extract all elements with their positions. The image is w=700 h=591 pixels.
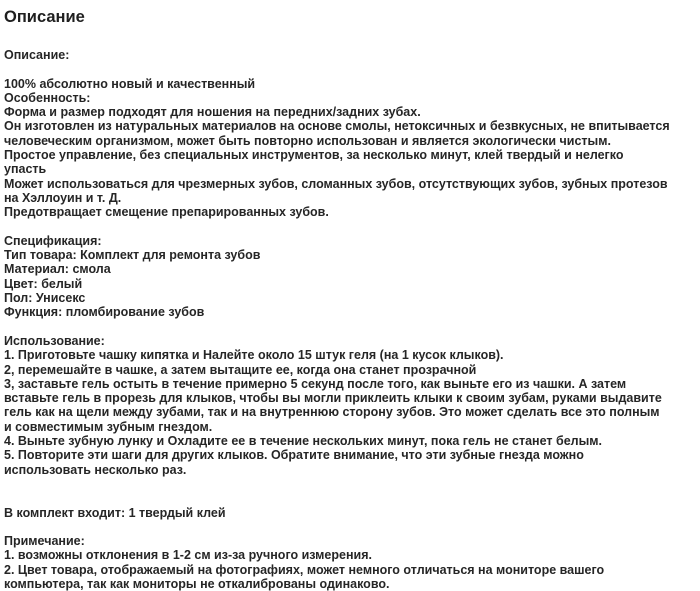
- usage-line: вставьте гель в прорезь для клыков, чтобы вы могли приклеить клыки к своим зубам, руками выдавите: [4, 391, 662, 406]
- intro-line: Предотвращает смещение препарированных зубов.: [4, 205, 329, 220]
- spacer: [4, 320, 696, 334]
- intro-line: упасть: [4, 162, 47, 177]
- usage-section: [4, 334, 696, 477]
- intro-section: [4, 48, 696, 220]
- page-title: Описание: [4, 8, 85, 26]
- intro-line: 100% абсолютно новый и качественный: [4, 76, 256, 91]
- spec-line: Тип товара: Комплект для ремонта зубов: [4, 248, 261, 263]
- usage-line: 1. Приготовьте чашку кипятка и Налейте около 15 штук геля (на 1 кусок клыков).: [4, 348, 504, 363]
- usage-line: использовать несколько раз.: [4, 462, 187, 477]
- spacer: [4, 62, 696, 76]
- intro-line: Он изготовлен из натуральных материалов на основе смолы, нетоксичных и безвкусных, не впитывается: [4, 119, 670, 134]
- spacer: [4, 477, 696, 506]
- usage-line: 2, перемешайте в чашке, а затем вытащите ее, когда она станет прозрачной: [4, 362, 477, 377]
- package-contents: В комплект входит: 1 твердый клей: [4, 505, 226, 520]
- usage-line: 5. Повторите эти шаги для других клыков. Обратите внимание, что эти зубные гнезда можно: [4, 448, 584, 463]
- description-content: [4, 48, 696, 591]
- intro-line: на Хэллоуин и т. Д.: [4, 190, 122, 205]
- note-section: [4, 534, 696, 591]
- intro-heading: Описание:: [4, 48, 70, 62]
- note-line: 1. возможны отклонения в 1-2 см из-за ручного измерения.: [4, 548, 372, 563]
- spec-line: Материал: смола: [4, 262, 111, 277]
- usage-line: 3, заставьте гель остыть в течение примерно 5 секунд после того, как выньте его из чашки. А затем: [4, 376, 627, 391]
- spec-line: Функция: пломбирование зубов: [4, 305, 205, 320]
- usage-line: гель как на щели между зубами, так и на внутреннюю сторону зубов. Это может сделать все это полным: [4, 405, 660, 420]
- spacer: [4, 220, 696, 234]
- specs-heading: Спецификация:: [4, 233, 102, 248]
- spec-line: Пол: Унисекс: [4, 291, 86, 306]
- note-line: 2. Цвет товара, отображаемый на фотографиях, может немного отличаться на мониторе вашего: [4, 562, 605, 577]
- spec-line: Цвет: белый: [4, 276, 83, 291]
- intro-line: человеческим организмом, может быть повторно использован и является экологически чистым.: [4, 133, 611, 148]
- intro-line: Форма и размер подходят для ношения на передних/задних зубах.: [4, 105, 421, 120]
- specs-section: [4, 234, 696, 320]
- usage-heading: Использование:: [4, 333, 105, 348]
- intro-line: Может использоваться для чрезмерных зубов, сломанных зубов, отсутствующих зубов, зубных протезов: [4, 176, 668, 191]
- package-section: [4, 506, 696, 520]
- note-heading: Примечание:: [4, 534, 85, 549]
- intro-line: Простое управление, без специальных инструментов, за несколько минут, клей твердый и нелегко: [4, 148, 624, 163]
- usage-line: и совместимым зубным гнездом.: [4, 419, 213, 434]
- intro-line: Особенность:: [4, 90, 91, 105]
- spacer: [4, 520, 696, 534]
- note-line: компьютера, так как мониторы не откалиброваны одинаково.: [4, 576, 390, 591]
- usage-line: 4. Выньте зубную лунку и Охладите ее в течение нескольких минут, пока гель не станет белым.: [4, 434, 602, 449]
